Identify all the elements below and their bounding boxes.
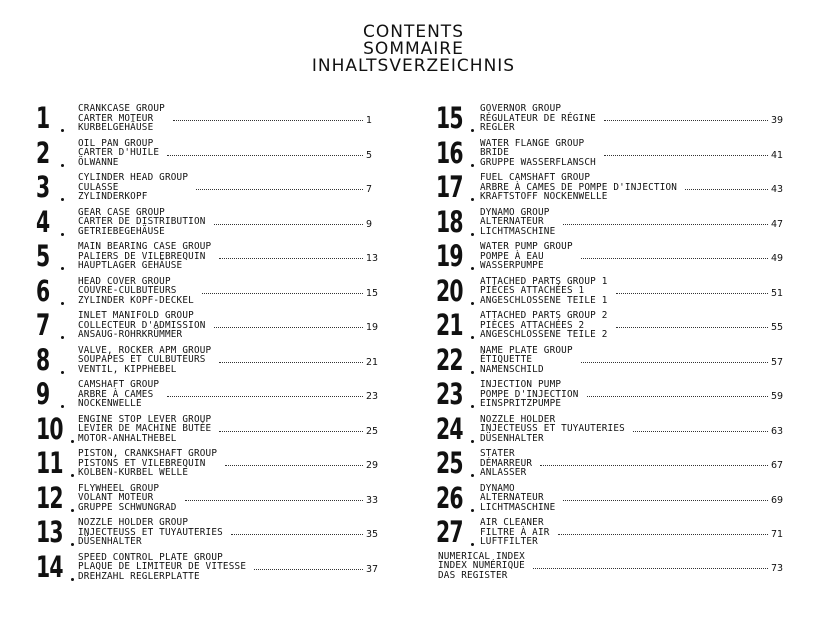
- contents-left-column: [36, 101, 380, 584]
- index-german-line: DAS REGISTER: [438, 569, 508, 581]
- title-french-line: POMPE D'INJECTION: [480, 388, 579, 400]
- title-french-line: PIÈCES ATTACHÉES 2: [480, 319, 585, 331]
- title-german-line: ANSAUG-ROHRKRÜMMER: [78, 329, 183, 341]
- title-german-line: GRUPPE SCHWUNGRAD: [78, 501, 177, 513]
- number-dot: [71, 474, 74, 477]
- title-french-line: SOUPAPES ET CULBUTEURS: [78, 354, 206, 366]
- section-number: 21: [436, 308, 463, 342]
- section-number: 24: [436, 411, 463, 446]
- title-french-line: ÉTIQUETTE: [480, 354, 533, 366]
- title-german-line: VENTIL, KIPPHEBEL: [78, 363, 177, 375]
- section-number: 12: [36, 480, 63, 515]
- title-english-line: WATER PUMP GROUP: [480, 241, 573, 252]
- title-english-line: DYNAMO GROUP: [480, 206, 550, 218]
- title-french-line: CULASSE: [78, 181, 119, 193]
- title-french-line: CARTER MOTEUR: [78, 112, 154, 124]
- section-titles: [480, 415, 625, 444]
- dot-leader: [196, 189, 363, 190]
- section-number: 5: [36, 239, 50, 273]
- section-number: 17: [436, 170, 463, 204]
- title-german-line: HAUPTLAGER GEHÄUSE: [78, 260, 183, 272]
- number-dot: [471, 371, 474, 374]
- title-english-line: STATER: [480, 448, 515, 459]
- dot-leader: [581, 258, 768, 259]
- dot-leader: [685, 189, 768, 190]
- title-french-line: LEVIER DE MACHINE BUTÉE: [78, 423, 212, 435]
- dot-leader: [254, 569, 363, 570]
- number-dot: [61, 336, 64, 339]
- dot-leader: [219, 362, 363, 363]
- title-german-line: REGLER: [480, 122, 515, 134]
- number-dot: [61, 302, 64, 305]
- dot-leader: [202, 293, 363, 294]
- title-french-line: RÉGULATEUR DE RÉGINE: [480, 112, 596, 124]
- number-dot: [471, 509, 474, 512]
- toc-entry[interactable]: [436, 101, 786, 136]
- section-number: 13: [36, 515, 63, 549]
- title-french-line: PALIERS DE VILEBREQUIN: [78, 250, 206, 262]
- number-dot: [61, 164, 64, 167]
- dot-leader: [563, 500, 768, 501]
- title-german-line: GETRIEBEGEHÄUSE: [78, 225, 165, 237]
- section-titles: [480, 346, 573, 375]
- toc-entry[interactable]: [36, 343, 380, 378]
- number-dot: [61, 198, 64, 201]
- title-french-line: COUVRE-CULBUTEURS: [78, 285, 177, 297]
- title-french-line: ALTERNATEUR: [480, 216, 544, 228]
- title-german-line: KOLBEN-KURBEL WELLE: [78, 467, 189, 479]
- title-english-line: NOZZLE HOLDER GROUP: [78, 517, 189, 528]
- title-english-line: AIR CLEANER: [480, 517, 544, 528]
- section-number: 9: [36, 377, 50, 411]
- title-german-line: LUFTFILTER: [480, 536, 538, 548]
- title-english-line: CRANKCASE GROUP: [78, 103, 165, 114]
- number-dot: [61, 267, 64, 270]
- title-german-line: DREHZAHL REGLERPLATTE: [78, 570, 200, 582]
- section-titles: [78, 104, 165, 133]
- dot-leader: [219, 431, 363, 432]
- page-number: 15: [366, 287, 379, 299]
- page-number: 57: [771, 356, 784, 368]
- section-titles: [78, 415, 211, 444]
- page-number: 35: [366, 529, 379, 540]
- section-number: 15: [436, 101, 463, 135]
- number-dot: [471, 164, 474, 167]
- section-titles: [480, 139, 596, 168]
- number-dot: [61, 129, 64, 132]
- toc-entry[interactable]: [36, 550, 380, 585]
- toc-entry[interactable]: [436, 412, 786, 447]
- dot-leader: [616, 293, 768, 294]
- page-number: 21: [366, 356, 379, 368]
- section-number: 19: [436, 239, 463, 273]
- index-titles: [438, 552, 525, 581]
- toc-entry[interactable]: [36, 412, 380, 447]
- title-german-line: GRUPPE WASSERFLANSCH: [480, 156, 596, 168]
- number-dot: [61, 233, 64, 236]
- dot-leader: [225, 465, 363, 466]
- title-german-line: ZYLINDERKOPF: [78, 191, 148, 203]
- title-english-line: GOVERNOR GROUP: [480, 103, 562, 114]
- number-dot: [471, 474, 474, 477]
- toc-entry[interactable]: [436, 343, 786, 378]
- toc-entry[interactable]: [36, 205, 380, 240]
- toc-entry[interactable]: [36, 308, 380, 343]
- section-titles: [480, 104, 596, 133]
- toc-entry[interactable]: [436, 136, 786, 171]
- section-number: 3: [36, 170, 50, 204]
- title-german-line: NOCKENWELLE: [78, 398, 142, 410]
- section-titles: [78, 242, 211, 271]
- dot-leader: [563, 224, 768, 225]
- page-number: 25: [366, 425, 379, 437]
- section-number: 23: [436, 377, 463, 411]
- title-french-line: ARBRE À CAMES DE POMPE D'INJECTION: [480, 181, 678, 193]
- number-dot: [471, 302, 474, 305]
- section-titles: [480, 242, 573, 271]
- section-titles: [480, 449, 532, 478]
- toc-entry[interactable]: [36, 170, 380, 205]
- dot-leader: [214, 224, 363, 225]
- toc-entry[interactable]: [436, 274, 786, 309]
- section-titles: [78, 449, 217, 478]
- dot-leader: [167, 396, 363, 397]
- title-english-line: VALVE, ROCKER APM GROUP: [78, 344, 212, 356]
- section-number: 4: [36, 204, 50, 239]
- title-german-line: ANGESCHLOSSENE TEILE 1: [480, 294, 608, 306]
- section-titles: [78, 208, 206, 237]
- title-english-line: ATTACHED PARTS GROUP 1: [480, 275, 608, 287]
- toc-entry[interactable]: [436, 239, 786, 274]
- section-titles: [78, 277, 194, 306]
- title-german-line: DÜSENHALTER: [480, 432, 544, 444]
- dot-leader: [604, 120, 768, 121]
- title-german-line: LICHTMASCHINE: [480, 501, 556, 513]
- toc-entry[interactable]: [36, 274, 380, 309]
- title-french-line: COLLECTEUR D'ADMISSION: [78, 319, 206, 331]
- title-german-line: MOTOR-ANHALTHEBEL: [78, 432, 177, 444]
- number-dot: [471, 440, 474, 443]
- contents-right-column: [436, 101, 786, 584]
- toc-entry[interactable]: [436, 205, 786, 240]
- title-french-line: INJECTEUSS ET TUYAUTERIES: [78, 526, 223, 538]
- toc-entry[interactable]: [36, 377, 380, 412]
- dot-leader: [214, 327, 363, 328]
- section-titles: [78, 173, 188, 202]
- number-dot: [471, 543, 474, 546]
- title-french-line: ALTERNATEUR: [480, 492, 544, 504]
- title-french-line: FILTRE À AIR: [480, 526, 550, 538]
- number-dot: [471, 129, 474, 132]
- section-titles: [78, 518, 223, 547]
- toc-entry[interactable]: [36, 239, 380, 274]
- section-number: 1: [36, 101, 50, 135]
- page-number: 55: [771, 322, 784, 333]
- page-number: 5: [366, 149, 373, 161]
- number-dot: [71, 543, 74, 546]
- toc-entry[interactable]: [36, 101, 380, 136]
- toc-entry[interactable]: [436, 446, 786, 481]
- number-dot: [471, 267, 474, 270]
- title-french: SOMMAIRE: [363, 39, 464, 59]
- dot-leader: [581, 362, 768, 363]
- title-english-line: INLET MANIFOLD GROUP: [78, 310, 194, 321]
- section-titles: [78, 484, 177, 513]
- toc-entry[interactable]: [436, 481, 786, 516]
- title-german: INHALTSVERZEICHNIS: [311, 56, 516, 76]
- page-number: 1: [366, 115, 373, 126]
- title-english-line: FLYWHEEL GROUP: [78, 482, 160, 494]
- section-titles: [480, 277, 608, 306]
- page-number: 23: [366, 391, 379, 402]
- dot-leader: [616, 327, 768, 328]
- number-dot: [471, 198, 474, 201]
- title-french-line: PISTONS ET VILEBREQUIN: [78, 457, 206, 469]
- index-english-line: NUMERICAL INDEX: [438, 550, 525, 562]
- title-english-line: SPEED CONTROL PLATE GROUP: [78, 551, 223, 563]
- section-number: 22: [436, 342, 463, 377]
- title-english-line: GEAR CASE GROUP: [78, 206, 165, 218]
- toc-entry[interactable]: [436, 377, 786, 412]
- toc-entry[interactable]: [436, 515, 786, 550]
- title-french-line: INJECTEUSS ET TUYAUTERIES: [480, 423, 625, 435]
- title-french-line: BRIDE: [480, 147, 509, 159]
- number-dot: [71, 440, 74, 443]
- section-titles: [480, 311, 608, 340]
- title-english-line: ENGINE STOP LEVER GROUP: [78, 413, 212, 425]
- title-english-line: NAME PLATE GROUP: [480, 344, 573, 356]
- title-english-line: CYLINDER HEAD GROUP: [78, 172, 189, 183]
- toc-entry[interactable]: [36, 515, 380, 550]
- section-number: 10: [36, 411, 63, 446]
- title-german-line: KRAFTSTOFF NOCKENWELLE: [480, 191, 608, 203]
- title-german-line: DÜSENHALTER: [78, 536, 142, 548]
- title-french-line: PIÈCES ATTACHÉES 1: [480, 285, 585, 297]
- section-titles: [78, 380, 159, 409]
- page-number: 69: [771, 494, 784, 506]
- title-english-line: NOZZLE HOLDER: [480, 413, 556, 425]
- title-english: CONTENTS: [363, 22, 464, 42]
- dot-leader: [167, 155, 363, 156]
- section-number: 27: [436, 515, 463, 549]
- dot-leader: [604, 155, 768, 156]
- number-dot: [61, 405, 64, 408]
- page-number: 49: [771, 253, 784, 264]
- number-dot: [471, 336, 474, 339]
- title-german-line: KURBELGEHÄUSE: [78, 122, 154, 134]
- title-german-line: WASSERPUMPE: [480, 260, 544, 272]
- page-number: 7: [366, 184, 373, 195]
- dot-leader: [533, 568, 768, 569]
- page-number: 13: [366, 253, 379, 264]
- section-titles: [78, 311, 206, 340]
- number-dot: [471, 405, 474, 408]
- number-dot: [471, 233, 474, 236]
- page-number: 63: [771, 425, 784, 437]
- toc-entry[interactable]: [436, 308, 786, 343]
- dot-leader: [173, 120, 363, 121]
- page-number: 41: [771, 149, 784, 161]
- section-number: 7: [36, 308, 50, 342]
- section-number: 8: [36, 342, 50, 377]
- section-number: 11: [36, 446, 63, 480]
- page-number: 51: [771, 287, 784, 299]
- contents-title-block: [0, 24, 827, 75]
- title-german-line: EINSPRITZPUMPE: [480, 398, 562, 410]
- title-german-line: LICHTMASCHINE: [480, 225, 556, 237]
- page-number: 59: [771, 391, 784, 402]
- toc-entry[interactable]: [36, 136, 380, 171]
- title-german-line: ANGESCHLOSSENE TEILE 2: [480, 329, 608, 341]
- toc-entry[interactable]: [36, 446, 380, 481]
- toc-entry[interactable]: [36, 481, 380, 516]
- dot-leader: [185, 500, 363, 501]
- section-titles: [480, 208, 555, 237]
- section-titles: [78, 553, 246, 582]
- title-english-line: PISTON, CRANKSHAFT GROUP: [78, 448, 218, 459]
- section-number: 6: [36, 273, 50, 308]
- title-german-line: ÖLWANNE: [78, 156, 119, 168]
- section-number: 18: [436, 204, 463, 239]
- dot-leader: [231, 534, 363, 535]
- title-german-line: ZYLINDER KOPF-DECKEL: [78, 294, 194, 306]
- title-english-line: ATTACHED PARTS GROUP 2: [480, 310, 608, 321]
- page-number: 29: [366, 460, 379, 471]
- section-number: 2: [36, 135, 50, 170]
- section-number: 25: [436, 446, 463, 480]
- section-titles: [480, 173, 677, 202]
- page-number: 67: [771, 460, 784, 471]
- title-french-line: CARTER D'HUILE: [78, 147, 160, 159]
- title-english-line: MAIN BEARING CASE GROUP: [78, 241, 212, 252]
- title-french-line: VOLANT MOTEUR: [78, 492, 154, 504]
- section-titles: [480, 484, 555, 513]
- page-number: 43: [771, 184, 784, 195]
- title-french-line: POMPE À EAU: [480, 250, 544, 262]
- title-english-line: CAMSHAFT GROUP: [78, 379, 160, 390]
- title-english-line: DYNAMO: [480, 482, 515, 494]
- number-dot: [61, 371, 64, 374]
- section-number: 14: [36, 549, 63, 584]
- dot-leader: [219, 258, 363, 259]
- section-number: 26: [436, 480, 463, 515]
- page-number: 19: [366, 322, 379, 333]
- section-number: 20: [436, 273, 463, 308]
- title-french-line: CARTER DE DISTRIBUTION: [78, 216, 206, 228]
- title-english-line: INJECTION PUMP: [480, 379, 562, 390]
- page-number: 37: [366, 563, 379, 575]
- title-german-line: ANLASSER: [480, 467, 527, 479]
- title-french-line: ARBRE À CAMES: [78, 388, 154, 400]
- title-english-line: FUEL CAMSHAFT GROUP: [480, 172, 591, 183]
- dot-leader: [587, 396, 768, 397]
- page-number: 47: [771, 218, 784, 230]
- title-english-line: WATER FLANGE GROUP: [480, 137, 585, 149]
- page-number: 33: [366, 494, 379, 506]
- dot-leader: [558, 534, 768, 535]
- page-number: 73: [771, 562, 784, 574]
- title-english-line: HEAD COVER GROUP: [78, 275, 171, 287]
- toc-entry[interactable]: [436, 170, 786, 205]
- page-number: 39: [771, 115, 784, 126]
- section-titles: [480, 380, 579, 409]
- index-french-line: INDEX NUMÉRIQUE: [438, 560, 525, 572]
- section-number: 16: [436, 135, 463, 170]
- title-french-line: PLAQUE DE LIMITEUR DE VITESSE: [78, 561, 247, 573]
- section-titles: [78, 139, 159, 168]
- number-dot: [71, 509, 74, 512]
- section-titles: [480, 518, 550, 547]
- title-german-line: NAMENSCHILD: [480, 363, 544, 375]
- page-number: 71: [771, 529, 784, 540]
- section-titles: [78, 346, 211, 375]
- number-dot: [71, 578, 74, 581]
- toc-entry-index[interactable]: [436, 550, 786, 585]
- title-english-line: OIL PAN GROUP: [78, 137, 154, 149]
- title-french-line: DÉMARREUR: [480, 457, 533, 469]
- page-number: 9: [366, 218, 373, 230]
- dot-leader: [540, 465, 768, 466]
- dot-leader: [633, 431, 768, 432]
